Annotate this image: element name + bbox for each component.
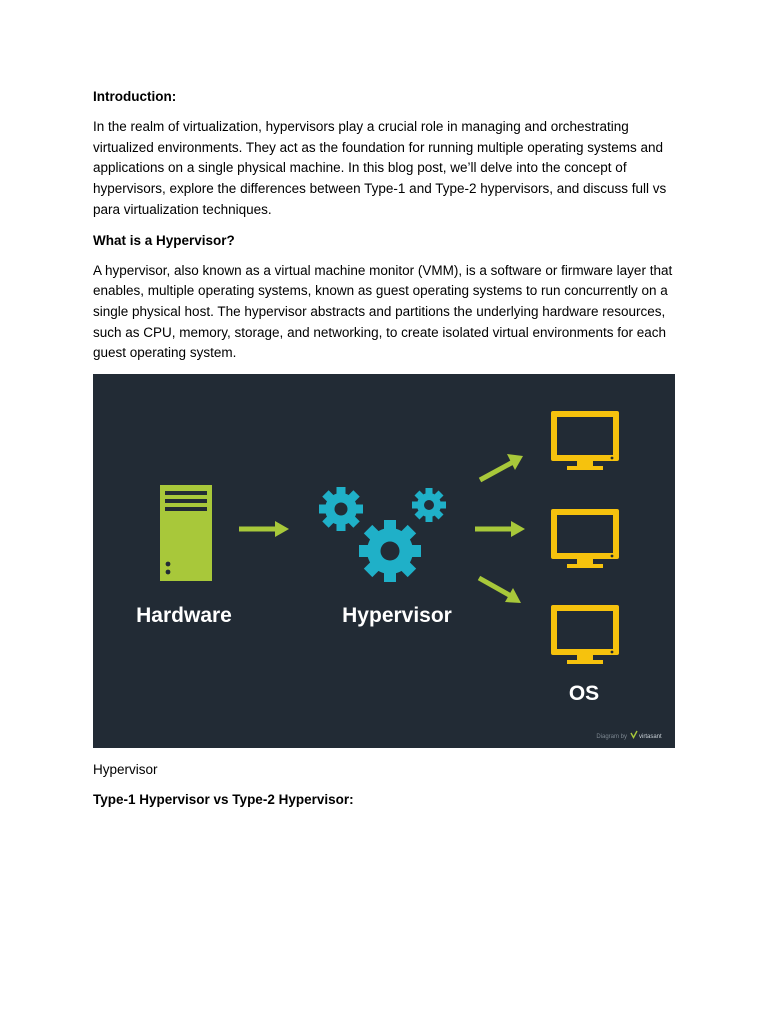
virtasant-logo-icon — [631, 731, 637, 738]
gear-small-right-icon — [412, 488, 446, 522]
hypervisor-label: Hypervisor — [342, 604, 452, 628]
what-is-hypervisor-heading: What is a Hypervisor? — [93, 232, 235, 248]
arrow-up-right-icon — [480, 454, 523, 480]
diagram-credit-brand: virtasant — [639, 734, 662, 741]
monitor-middle-icon — [551, 509, 619, 568]
what-is-hypervisor-paragraph: A hypervisor, also known as a virtual machine monitor (VMM), is a software or firmware layer that enables, multiple operating systems, known as guest operating systems to run concurrently on a single physical host. The hypervisor abstracts and partitions the underlying hardware resources, such as CPU, memory, storage, and networking, to create isolated virtual environments for each guest operating system. — [93, 262, 673, 361]
hypervisor-diagram — [93, 374, 675, 748]
monitor-top-icon — [551, 411, 619, 470]
type-comparison-heading: Type-1 Hypervisor vs Type-2 Hypervisor: — [93, 792, 354, 808]
document-page — [93, 87, 675, 820]
server-tower-icon — [160, 485, 212, 581]
arrow-right-middle-icon — [475, 521, 525, 537]
hardware-label: Hardware — [136, 604, 232, 628]
figure-caption: Hypervisor — [93, 762, 158, 778]
diagram-canvas — [93, 374, 675, 748]
intro-heading: Introduction: — [93, 89, 177, 104]
monitor-bottom-icon — [551, 605, 619, 664]
gears-icon — [319, 487, 446, 582]
os-label: OS — [568, 682, 600, 706]
gear-large-icon — [359, 520, 421, 582]
gear-small-left-icon — [319, 487, 363, 531]
diagram-credit-prefix: Diagram by — [596, 734, 627, 741]
arrow-right-icon — [239, 521, 289, 537]
arrow-down-right-icon — [479, 578, 521, 603]
intro-paragraph: In the realm of virtualization, hypervisors play a crucial role in managing and orchestrating virtualized environments. They act as the foundation for running multiple operating systems and applications on a single physical machine. In this blog post, we’ll delve into the concept of hypervisors, explore the differences between Type-1 and Type-2 hypervisors, and discuss full vs para virtualization techniques. — [93, 119, 667, 217]
